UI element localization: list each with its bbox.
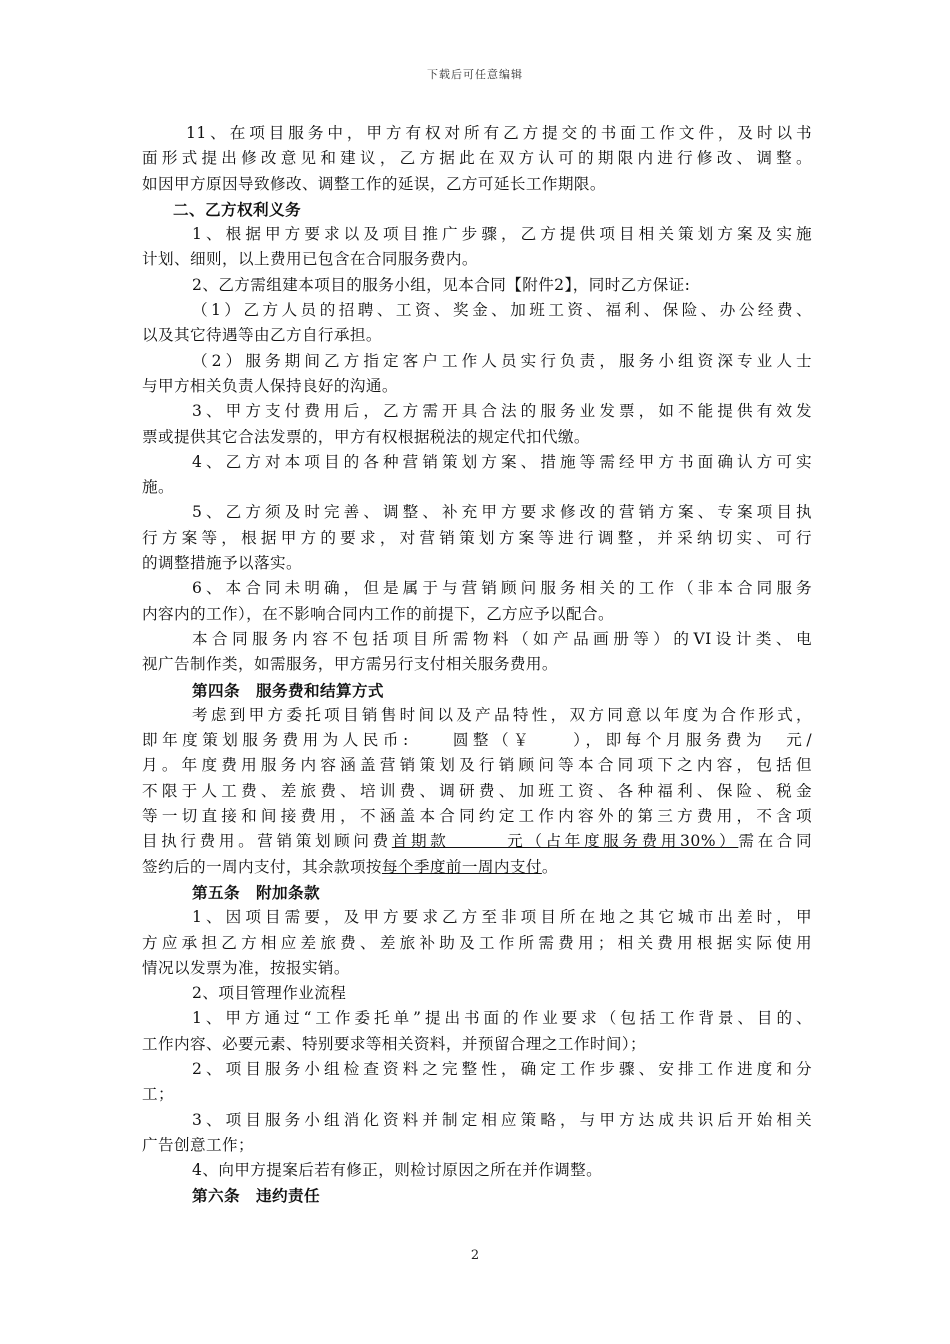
paragraph-line-mixed	[142, 855, 812, 880]
paragraph-line: 票或提供其它合法发票的，甲方有权根据税法的规定代扣代缴。	[142, 427, 590, 446]
paragraph-line: 视广告制作类，如需服务，甲方需另行支付相关服务费用。	[142, 655, 558, 674]
text-run: 需在合同	[738, 832, 813, 851]
paragraph-line: 4、乙方对本项目的各种营销策划方案、措施等需经甲方书面确认方可实	[192, 452, 812, 471]
section-heading: 第四条 服务费和结算方式	[192, 680, 384, 700]
paragraph-line: 与甲方相关负责人保持良好的沟通。	[142, 376, 398, 395]
paragraph-line-mixed	[142, 829, 812, 854]
paragraph-line: 1、甲方通过“工作委托单”提出书面的作业要求（包括工作背景、目的、	[192, 1009, 812, 1028]
underlined-text: 每个季度前一周内支付	[381, 857, 542, 876]
paragraph-line: 工作内容、必要元素、特别要求等相关资料，并预留合理之工作时间）；	[142, 1034, 647, 1053]
paragraph-line: 情况以发票为准，按报实销。	[142, 958, 350, 977]
paragraph-line: 不限于人工费、差旅费、培训费、调研费、加班工资、各种福利、保险、税金	[142, 781, 812, 800]
paragraph-line: （1）乙方人员的招聘、工资、奖金、加班工资、福利、保险、办公经费、	[192, 301, 812, 320]
paragraph-line: 1、根据甲方要求以及项目推广步骤，乙方提供项目相关策划方案及实施	[192, 225, 812, 244]
paragraph-line: 11、在项目服务中，甲方有权对所有乙方提交的书面工作文件，及时以书	[186, 124, 812, 142]
paragraph-line: 考虑到甲方委托项目销售时间以及产品特性，双方同意以年度为合作形式，	[192, 705, 812, 724]
section-heading: 第五条 附加条款	[192, 882, 320, 902]
paragraph-line: 的调整措施予以落实。	[142, 554, 302, 573]
paragraph-line: 以及其它待遇等由乙方自行承担。	[142, 326, 382, 345]
paragraph-line: 3、项目服务小组消化资料并制定相应策略，与甲方达成共识后开始相关	[192, 1110, 812, 1129]
paragraph-line: 2、乙方需组建本项目的服务小组，见本合同【附件2】，同时乙方保证:	[192, 275, 691, 294]
paragraph-line: 即年度策划服务费用为人民币: 圆整（￥ ），即每个月服务费为 元/	[142, 731, 812, 750]
paragraph-line: 4、向甲方提案后若有修正，则检讨原因之所在并作调整。	[192, 1161, 603, 1180]
paragraph-line: 施。	[142, 478, 174, 497]
paragraph-line: 计划、细则，以上费用已包含在合同服务费内。	[142, 250, 478, 269]
paragraph-line: （2）服务期间乙方指定客户工作人员实行负责，服务小组资深专业人士	[192, 351, 812, 370]
text-run: 。	[541, 857, 558, 876]
underlined-text: 首期款 元（占年度服务费用30%）	[391, 832, 739, 851]
text-run: 目执行费用。营销策划顾问费	[142, 832, 392, 851]
paragraph-line: 月。年度费用服务内容涵盖营销策划及行销顾问等本合同项下之内容，包括但	[142, 756, 812, 775]
document-body	[142, 121, 812, 1209]
paragraph-line: 工；	[142, 1085, 174, 1104]
paragraph-line: 广告创意工作；	[142, 1135, 254, 1154]
page-number: 2	[470, 1248, 480, 1263]
paragraph-line: 方应承担乙方相应差旅费、差旅补助及工作所需费用；相关费用根据实际使用	[142, 933, 812, 952]
paragraph-line: 6、本合同未明确，但是属于与营销顾问服务相关的工作（非本合同服务	[192, 579, 812, 598]
paragraph-line: 等一切直接和间接费用，不涵盖本合同约定工作内容外的第三方费用，不含项	[142, 807, 812, 826]
paragraph-line: 行方案等，根据甲方的要求，对营销策划方案等进行调整，并采纳切实、可行	[142, 528, 812, 547]
paragraph-line: 面形式提出修改意见和建议，乙方据此在双方认可的期限内进行修改、调整。	[142, 149, 812, 168]
paragraph-line: 5、乙方须及时完善、调整、补充甲方要求修改的营销方案、专案项目执	[192, 503, 812, 522]
paragraph-line: 2、项目管理作业流程	[192, 984, 347, 1003]
paragraph-line: 本合同服务内容不包括项目所需物料（如产品画册等）的VI设计类、电	[192, 629, 812, 648]
paragraph-line: 2、项目服务小组检查资料之完整性，确定工作步骤、安排工作进度和分	[192, 1059, 812, 1078]
page-header: 下载后可任意编辑	[427, 68, 523, 81]
paragraph-line: 内容内的工作），在不影响合同内工作的前提下，乙方应予以配合。	[142, 604, 615, 623]
paragraph-line: 如因甲方原因导致修改、调整工作的延误，乙方可延长工作期限。	[142, 174, 606, 193]
section-heading: 第六条 违约责任	[192, 1186, 320, 1206]
text-run: 签约后的一周内支付，其余款项按	[142, 857, 382, 876]
section-heading: 二、乙方权利义务	[173, 199, 301, 219]
paragraph-line: 3、甲方支付费用后，乙方需开具合法的服务业发票，如不能提供有效发	[192, 402, 812, 421]
paragraph-line: 1、因项目需要，及甲方要求乙方至非项目所在地之其它城市出差时，甲	[192, 908, 812, 927]
